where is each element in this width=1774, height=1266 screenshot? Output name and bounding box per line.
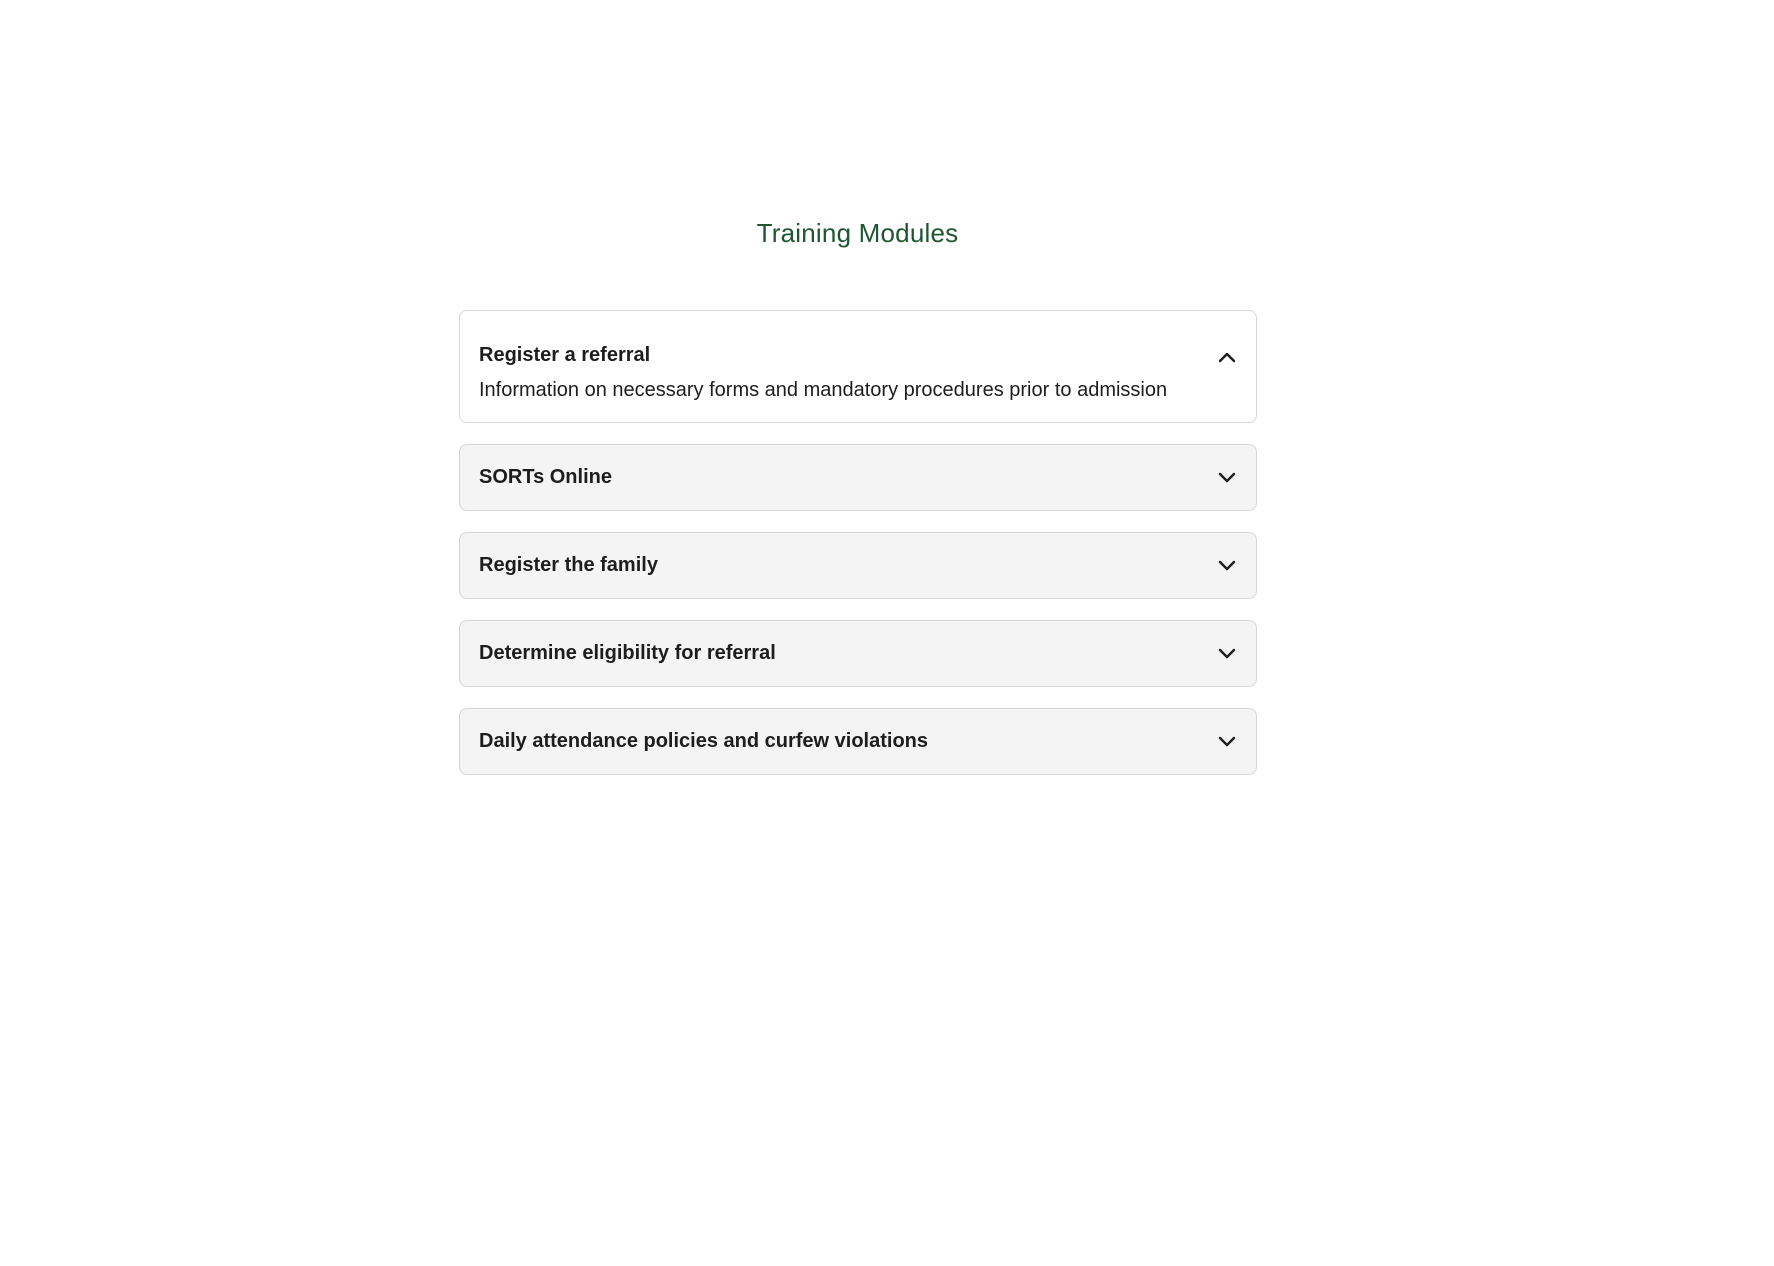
accordion-title: Daily attendance policies and curfew violations (479, 730, 929, 752)
chevron-down-icon[interactable] (1217, 644, 1237, 664)
accordion-header[interactable] (460, 621, 1256, 686)
accordion-description: Information on necessary forms and mandatory procedures prior to admission (479, 379, 1168, 401)
page-title: Training Modules (756, 218, 959, 248)
accordion-item-register-family[interactable] (459, 532, 1257, 599)
accordion-title: SORTs Online (479, 466, 612, 488)
accordion-item-register-referral[interactable] (459, 310, 1257, 423)
accordion-item-daily-attendance[interactable] (459, 708, 1257, 775)
chevron-down-icon[interactable] (1217, 468, 1237, 488)
accordion-item-determine-eligibility[interactable] (459, 620, 1257, 687)
training-modules-accordion (459, 310, 1257, 796)
accordion-header[interactable] (460, 311, 1256, 379)
accordion-header[interactable] (460, 709, 1256, 774)
chevron-down-icon[interactable] (1217, 732, 1237, 752)
accordion-title: Register a referral (479, 344, 651, 366)
accordion-header[interactable] (460, 445, 1256, 510)
accordion-item-sorts-online[interactable] (459, 444, 1257, 511)
accordion-header[interactable] (460, 533, 1256, 598)
accordion-title: Determine eligibility for referral (479, 642, 776, 664)
chevron-up-icon[interactable] (1217, 347, 1237, 367)
chevron-down-icon[interactable] (1217, 556, 1237, 576)
accordion-title: Register the family (479, 554, 658, 576)
